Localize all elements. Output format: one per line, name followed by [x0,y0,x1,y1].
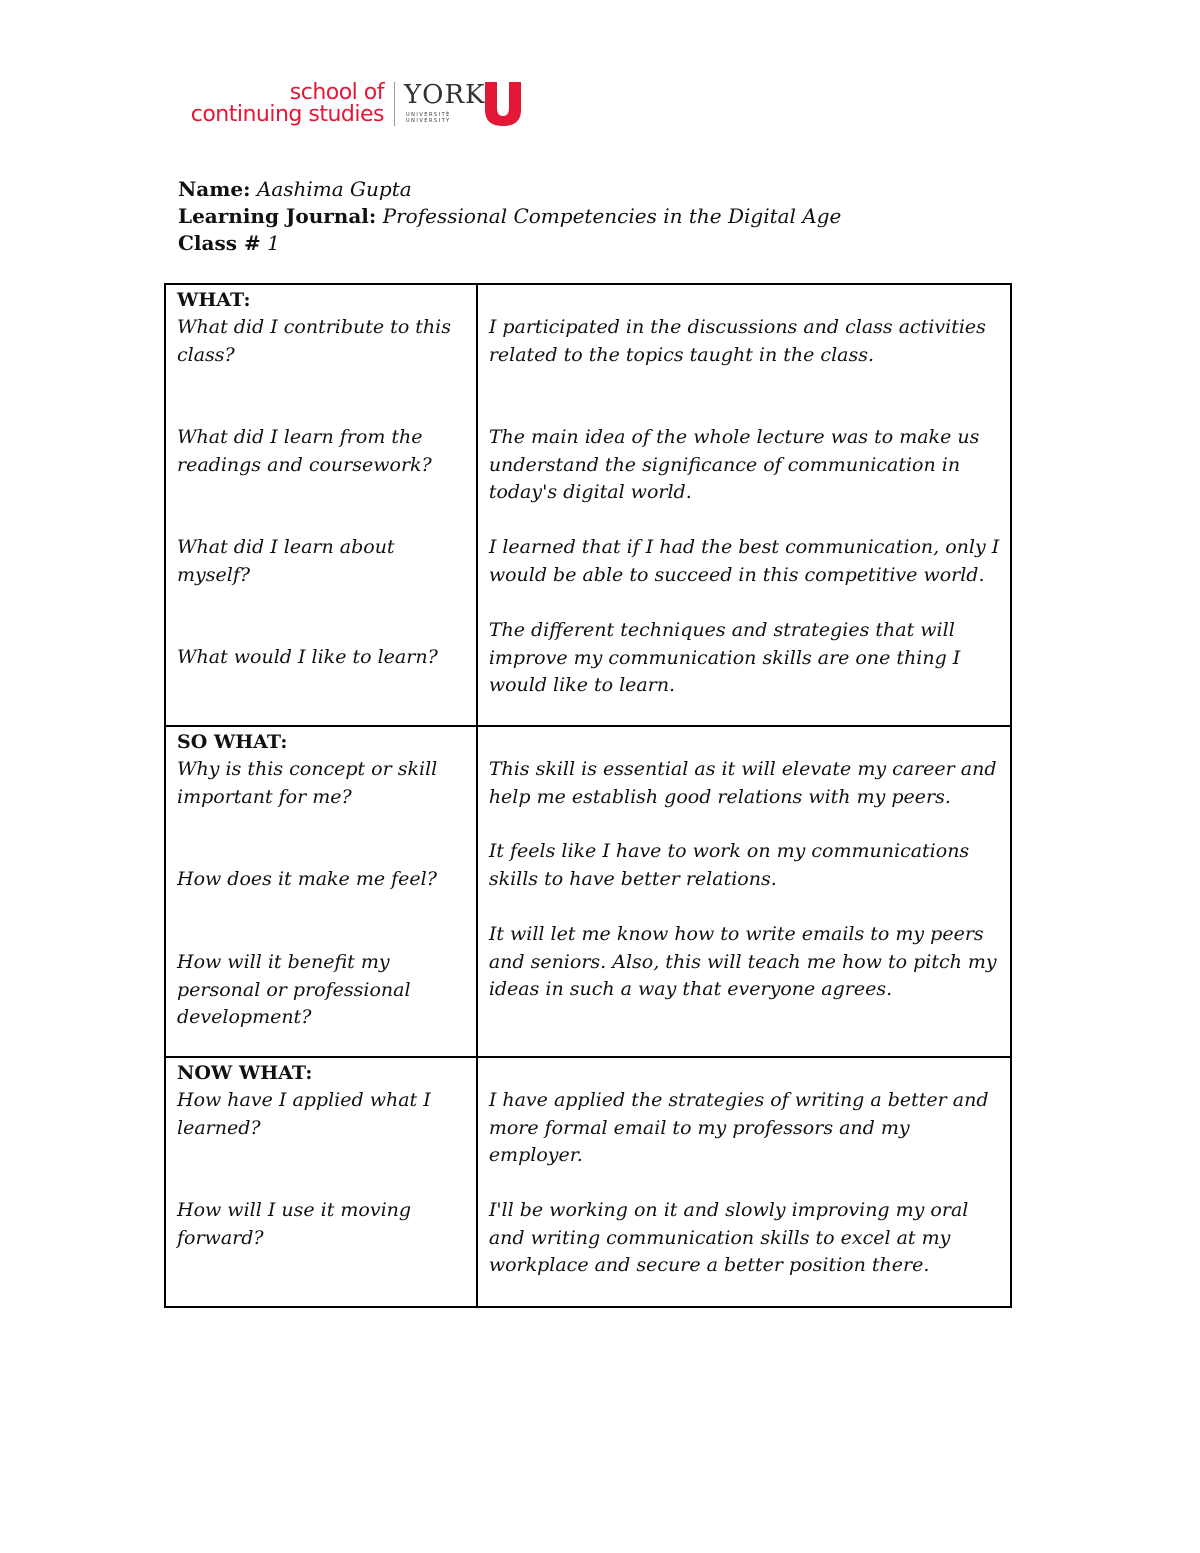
question: How does it make me feel? [177,868,437,890]
section-title: NOW WHAT: [177,1062,313,1084]
journal-row [178,203,841,230]
journal-label: Learning Journal: [178,204,377,228]
answer: It feels like I have to work on my communications skills to have better relations. [488,840,970,890]
york-wordmark: YORK [404,80,486,110]
section-what [165,284,1011,726]
section-title: SO WHAT: [177,731,288,753]
questions-cell [165,1057,477,1307]
school-wordmark [191,82,384,126]
question: How have I applied what I learned? [177,1089,431,1139]
name-label: Name: [178,177,251,201]
york-u-icon [483,82,523,126]
answers-cell [477,1057,1011,1307]
question: What did I learn about myself? [177,536,395,586]
university-wordmark [406,112,451,124]
school-line-1: school of [289,80,384,105]
questions-cell [165,284,477,726]
section-so-what [165,726,1011,1057]
name-row [178,176,841,203]
question: What did I learn from the readings and coursework? [177,426,432,476]
answers-cell [477,284,1011,726]
answer: The main idea of the whole lecture was to make us understand the significance of communication in today's digital world. [488,426,980,503]
name-value: Aashima Gupta [256,177,412,201]
journal-value: Professional Competencies in the Digital Age [382,204,842,228]
class-value: 1 [267,231,280,255]
section-title: WHAT: [177,289,251,311]
class-label: Class # [178,231,261,255]
reflection-table [164,283,1012,1308]
section-now-what [165,1057,1011,1307]
question: How will I use it moving forward? [177,1199,412,1249]
univ-line-1: UNIVERSITÉ [406,112,451,118]
questions-cell [165,726,477,1057]
school-line-2: continuing studies [190,102,384,127]
answers-cell [477,726,1011,1057]
question: What did I contribute to this class? [177,316,451,366]
question: How will it benefit my personal or professional development? [177,951,411,1028]
journal-header [178,176,841,257]
answer: It will let me know how to write emails to my peers and seniors. Also, this will teach me how to pitch my ideas in such a way that everyone agrees. [488,923,997,1000]
univ-line-2: UNIVERSITY [406,118,451,124]
class-row [178,230,841,257]
answer: I learned that if I had the best communication, only I would be able to succeed in this competitive world. [488,536,1000,586]
question: What would I like to learn? [177,646,438,668]
logo-divider [394,82,395,126]
answer: I participated in the discussions and class activities related to the topics taught in the class. [488,316,986,366]
school-logo [190,80,536,130]
answer: I have applied the strategies of writing a better and more formal email to my professors and my employer. [488,1089,989,1166]
answer: The different techniques and strategies that will improve my communication skills are one thing I would like to learn. [488,619,961,696]
answer: I'll be working on it and slowly improving my oral and writing communication skills to excel at my workplace and secure a better position there. [488,1199,969,1276]
answer: This skill is essential as it will elevate my career and help me establish good relations with my peers. [488,758,997,808]
question: Why is this concept or skill important for me? [177,758,438,808]
